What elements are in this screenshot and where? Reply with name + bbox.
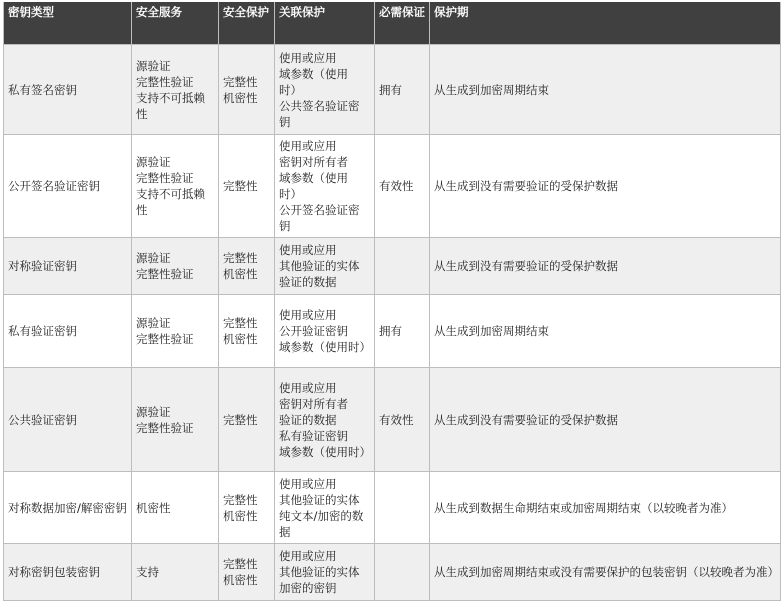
security-protection-cell: 完整性 <box>219 368 275 472</box>
assurance-cell <box>375 544 430 601</box>
table-header-row <box>4 2 781 45</box>
key-type-cell: 对称数据加密/解密密钥 <box>4 472 132 544</box>
key-type-cell: 对称验证密钥 <box>4 238 132 295</box>
protection-period-cell: 从生成到数据生命期结束或加密周期结束（以较晚者为准） <box>430 472 781 544</box>
table-row <box>4 295 781 368</box>
header-protection-period: 保护期 <box>430 2 781 45</box>
key-type-cell: 私有验证密钥 <box>4 295 132 368</box>
associated-protection-cell: 使用或应用 密钥对所有者 验证的数据 私有验证密钥 域参数（使用时） <box>275 368 375 472</box>
associated-protection-cell: 使用或应用 公开验证密钥 域参数（使用时） <box>275 295 375 368</box>
security-service-cell: 源验证 完整性验证 支持不可抵赖性 <box>132 135 219 238</box>
assurance-cell <box>375 472 430 544</box>
assurance-cell <box>375 238 430 295</box>
security-protection-cell: 完整性 <box>219 135 275 238</box>
associated-protection-cell: 使用或应用 其他验证的实体 验证的数据 <box>275 238 375 295</box>
associated-protection-cell: 使用或应用 密钥对所有者 域参数（使用时） 公开签名验证密钥 <box>275 135 375 238</box>
protection-period-cell: 从生成到加密周期结束 <box>430 295 781 368</box>
assurance-cell: 有效性 <box>375 368 430 472</box>
assurance-cell: 拥有 <box>375 45 430 135</box>
header-security-protection: 安全保护 <box>219 2 275 45</box>
assurance-cell: 有效性 <box>375 135 430 238</box>
security-service-cell: 源验证 完整性验证 <box>132 368 219 472</box>
associated-protection-cell: 使用或应用 其他验证的实体 加密的密钥 <box>275 544 375 601</box>
key-type-cell: 对称密钥包装密钥 <box>4 544 132 601</box>
security-protection-cell: 完整性 机密性 <box>219 45 275 135</box>
security-protection-cell: 完整性 机密性 <box>219 295 275 368</box>
associated-protection-cell: 使用或应用 其他验证的实体 纯文本/加密的数据 <box>275 472 375 544</box>
header-key-type: 密钥类型 <box>4 2 132 45</box>
header-security-service: 安全服务 <box>132 2 219 45</box>
table-row <box>4 368 781 472</box>
protection-period-cell: 从生成到没有需要验证的受保护数据 <box>430 135 781 238</box>
table-row <box>4 45 781 135</box>
associated-protection-cell: 使用或应用 域参数（使用时） 公共签名验证密钥 <box>275 45 375 135</box>
security-protection-cell: 完整性 机密性 <box>219 472 275 544</box>
key-type-cell: 公开签名验证密钥 <box>4 135 132 238</box>
table-row <box>4 135 781 238</box>
protection-period-cell: 从生成到加密周期结束或没有需要保护的包装密钥（以较晚者为准） <box>430 544 781 601</box>
protection-period-cell: 从生成到没有需要验证的受保护数据 <box>430 238 781 295</box>
protection-period-cell: 从生成到加密周期结束 <box>430 45 781 135</box>
security-service-cell: 源验证 完整性验证 <box>132 238 219 295</box>
header-assurance-needed: 必需保证 <box>375 2 430 45</box>
assurance-cell: 拥有 <box>375 295 430 368</box>
protection-period-cell: 从生成到没有需要验证的受保护数据 <box>430 368 781 472</box>
table-row <box>4 238 781 295</box>
table-row <box>4 472 781 544</box>
table-row <box>4 544 781 601</box>
security-protection-cell: 完整性 机密性 <box>219 238 275 295</box>
header-associated-protection: 关联保护 <box>275 2 375 45</box>
security-service-cell: 源验证 完整性验证 支持不可抵赖性 <box>132 45 219 135</box>
security-service-cell: 机密性 <box>132 472 219 544</box>
key-protection-table <box>3 2 781 601</box>
security-service-cell: 支持 <box>132 544 219 601</box>
security-protection-cell: 完整性 机密性 <box>219 544 275 601</box>
key-type-cell: 公共验证密钥 <box>4 368 132 472</box>
security-service-cell: 源验证 完整性验证 <box>132 295 219 368</box>
key-type-cell: 私有签名密钥 <box>4 45 132 135</box>
